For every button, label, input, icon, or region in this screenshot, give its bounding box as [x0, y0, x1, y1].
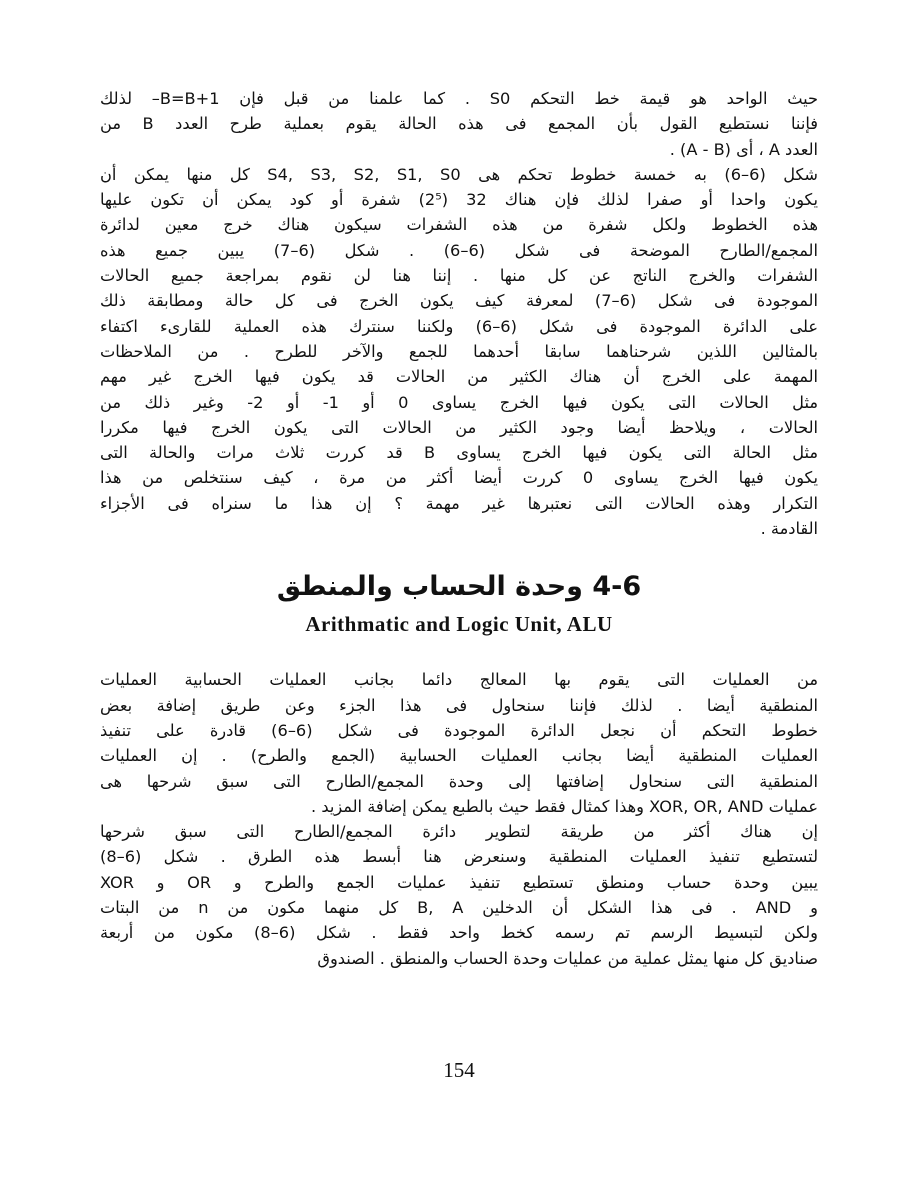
text-line: و AND . فى هذا الشكل أن الدخلين B, A كل منهما مكون من n من البتات: [100, 898, 818, 918]
text-line: شكل (6–6) به خمسة خطوط تحكم هى S4, S3, S2, S1, S0 كل منها يمكن أن: [100, 164, 818, 184]
text-line: بالمثالين اللذين شرحناهما سابقا أحدهما للجمع والآخر للطرح . من الملاحظات: [100, 341, 818, 361]
text-line: المنطقية أيضا . لذلك فإننا سنحاول فى هذا الجزء وعن طريق إضافة بعض: [100, 695, 818, 715]
text-line: الموجودة فى شكل (6–7) لمعرفة كيف يكون الخرج فى كل حالة ومطابقة ذلك: [100, 291, 818, 311]
text-line: يكون فيها الخرج يساوى 0 كررت أيضا أكثر من مرة ، كيف سنتخلص من هذا: [100, 468, 818, 488]
text-line: المهمة على الخرج أن هناك الكثير من الحالات قد يكون فيها الخرج غير مهم: [100, 367, 818, 387]
text-line: من العمليات التى يقوم بها المعالج دائما بجانب العمليات الحسابية العمليات: [100, 670, 818, 690]
text-line: خطوط التحكم أن نجعل الدائرة الموجودة فى شكل (6–6) قادرة على تنفيذ: [100, 720, 818, 740]
text-line: القادمة .: [760, 519, 818, 539]
text-line: يبين وحدة حساب ومنطق تستطيع تنفيذ عمليات الجمع والطرح و OR و XOR: [100, 872, 818, 892]
text-line: صناديق كل منها يمثل عملية من عمليات وحدة الحساب والمنطق . الصندوق: [317, 948, 818, 968]
section-header: [100, 569, 818, 639]
paragraph: [100, 86, 818, 162]
text-line: التكرار وهذه الحالات التى نعتبرها غير مهمة ؟ إن هذا ما سنراه فى الأجزاء: [100, 493, 818, 513]
text-block-bottom: [100, 667, 818, 971]
text-line: مثل الحالات التى يكون فيها الخرج يساوى 0 أو 1- أو 2- وغير ذلك من: [100, 392, 818, 412]
text-line: الحالات ، ويلاحظ أيضا وجود الكثير من الحالات التى يكون الخرج فيها مكررا: [100, 417, 818, 437]
text-line: المجمع/الطارح الموضحة فى شكل (6–6) . شكل (6–7) يبين جميع هذه: [100, 240, 818, 260]
paragraph: [100, 819, 818, 971]
text-line: ولكن لتبسيط الرسم تم رسمه كخط واحد فقط . شكل (6–8) مكون من أربعة: [100, 923, 818, 943]
text-block-top: [100, 86, 818, 541]
text-line: على الدائرة الموجودة فى شكل (6–6) ولكننا سنترك هذه العملية للقارىء اكتفاء: [100, 316, 818, 336]
text-line: مثل الحالة التى يكون فيها الخرج يساوى B قد كررت ثلاث مرات والحالة التى: [100, 443, 818, 463]
page-number: 154: [443, 1058, 475, 1082]
section-title: 4-6 وحدة الحساب والمنطق: [276, 571, 642, 603]
text-line: الشفرات والخرج الناتج عن كل منها . إننا هنا لن نقوم بمراجعة جميع الحالات: [100, 266, 818, 286]
text-line: العدد A ، أى (A - B) .: [669, 139, 818, 159]
paragraph: [100, 667, 818, 819]
text-line: يكون واحدا أو صفرا لذلك فإن هناك 32 (2⁵) شفرة أو كود يمكن أن تكون عليها: [100, 190, 818, 210]
paragraph: [100, 162, 818, 541]
text-line: حيث الواحد هو قيمة خط التحكم S0 . كما علمنا من قبل فإن B=B+1– لذلك: [100, 89, 818, 108]
text-line: المنطقية التى سنحاول إضافتها إلى وحدة المجمع/الطارح التى سبق شرحها هى: [100, 771, 818, 791]
text-line: إن هناك أكثر من طريقة لتطوير دائرة المجمع/الطارح التى سبق شرحها: [100, 822, 818, 842]
document-page: [100, 86, 818, 1166]
text-line: العمليات المنطقية أيضا بجانب العمليات الحسابية (الجمع والطرح) . إن العمليات: [100, 746, 818, 766]
text-line: هذه الخطوط ولكل شفرة من هذه الشفرات سيكون هناك خرج معين لدائرة: [100, 215, 818, 235]
text-line: فإننا نستطيع القول بأن المجمع فى هذه الحالة يقوم بعملية طرح العدد B من: [100, 114, 818, 134]
text-line: عمليات XOR, OR, AND وهذا كمثال فقط حيث بالطبع يمكن إضافة المزيد .: [311, 796, 818, 816]
section-subtitle: Arithmatic and Logic Unit, ALU: [305, 612, 613, 637]
text-line: لتستطيع تنفيذ العمليات المنطقية وسنعرض هنا أبسط هذه الطرق . شكل (6–8): [100, 847, 818, 867]
spacer: [100, 639, 818, 667]
